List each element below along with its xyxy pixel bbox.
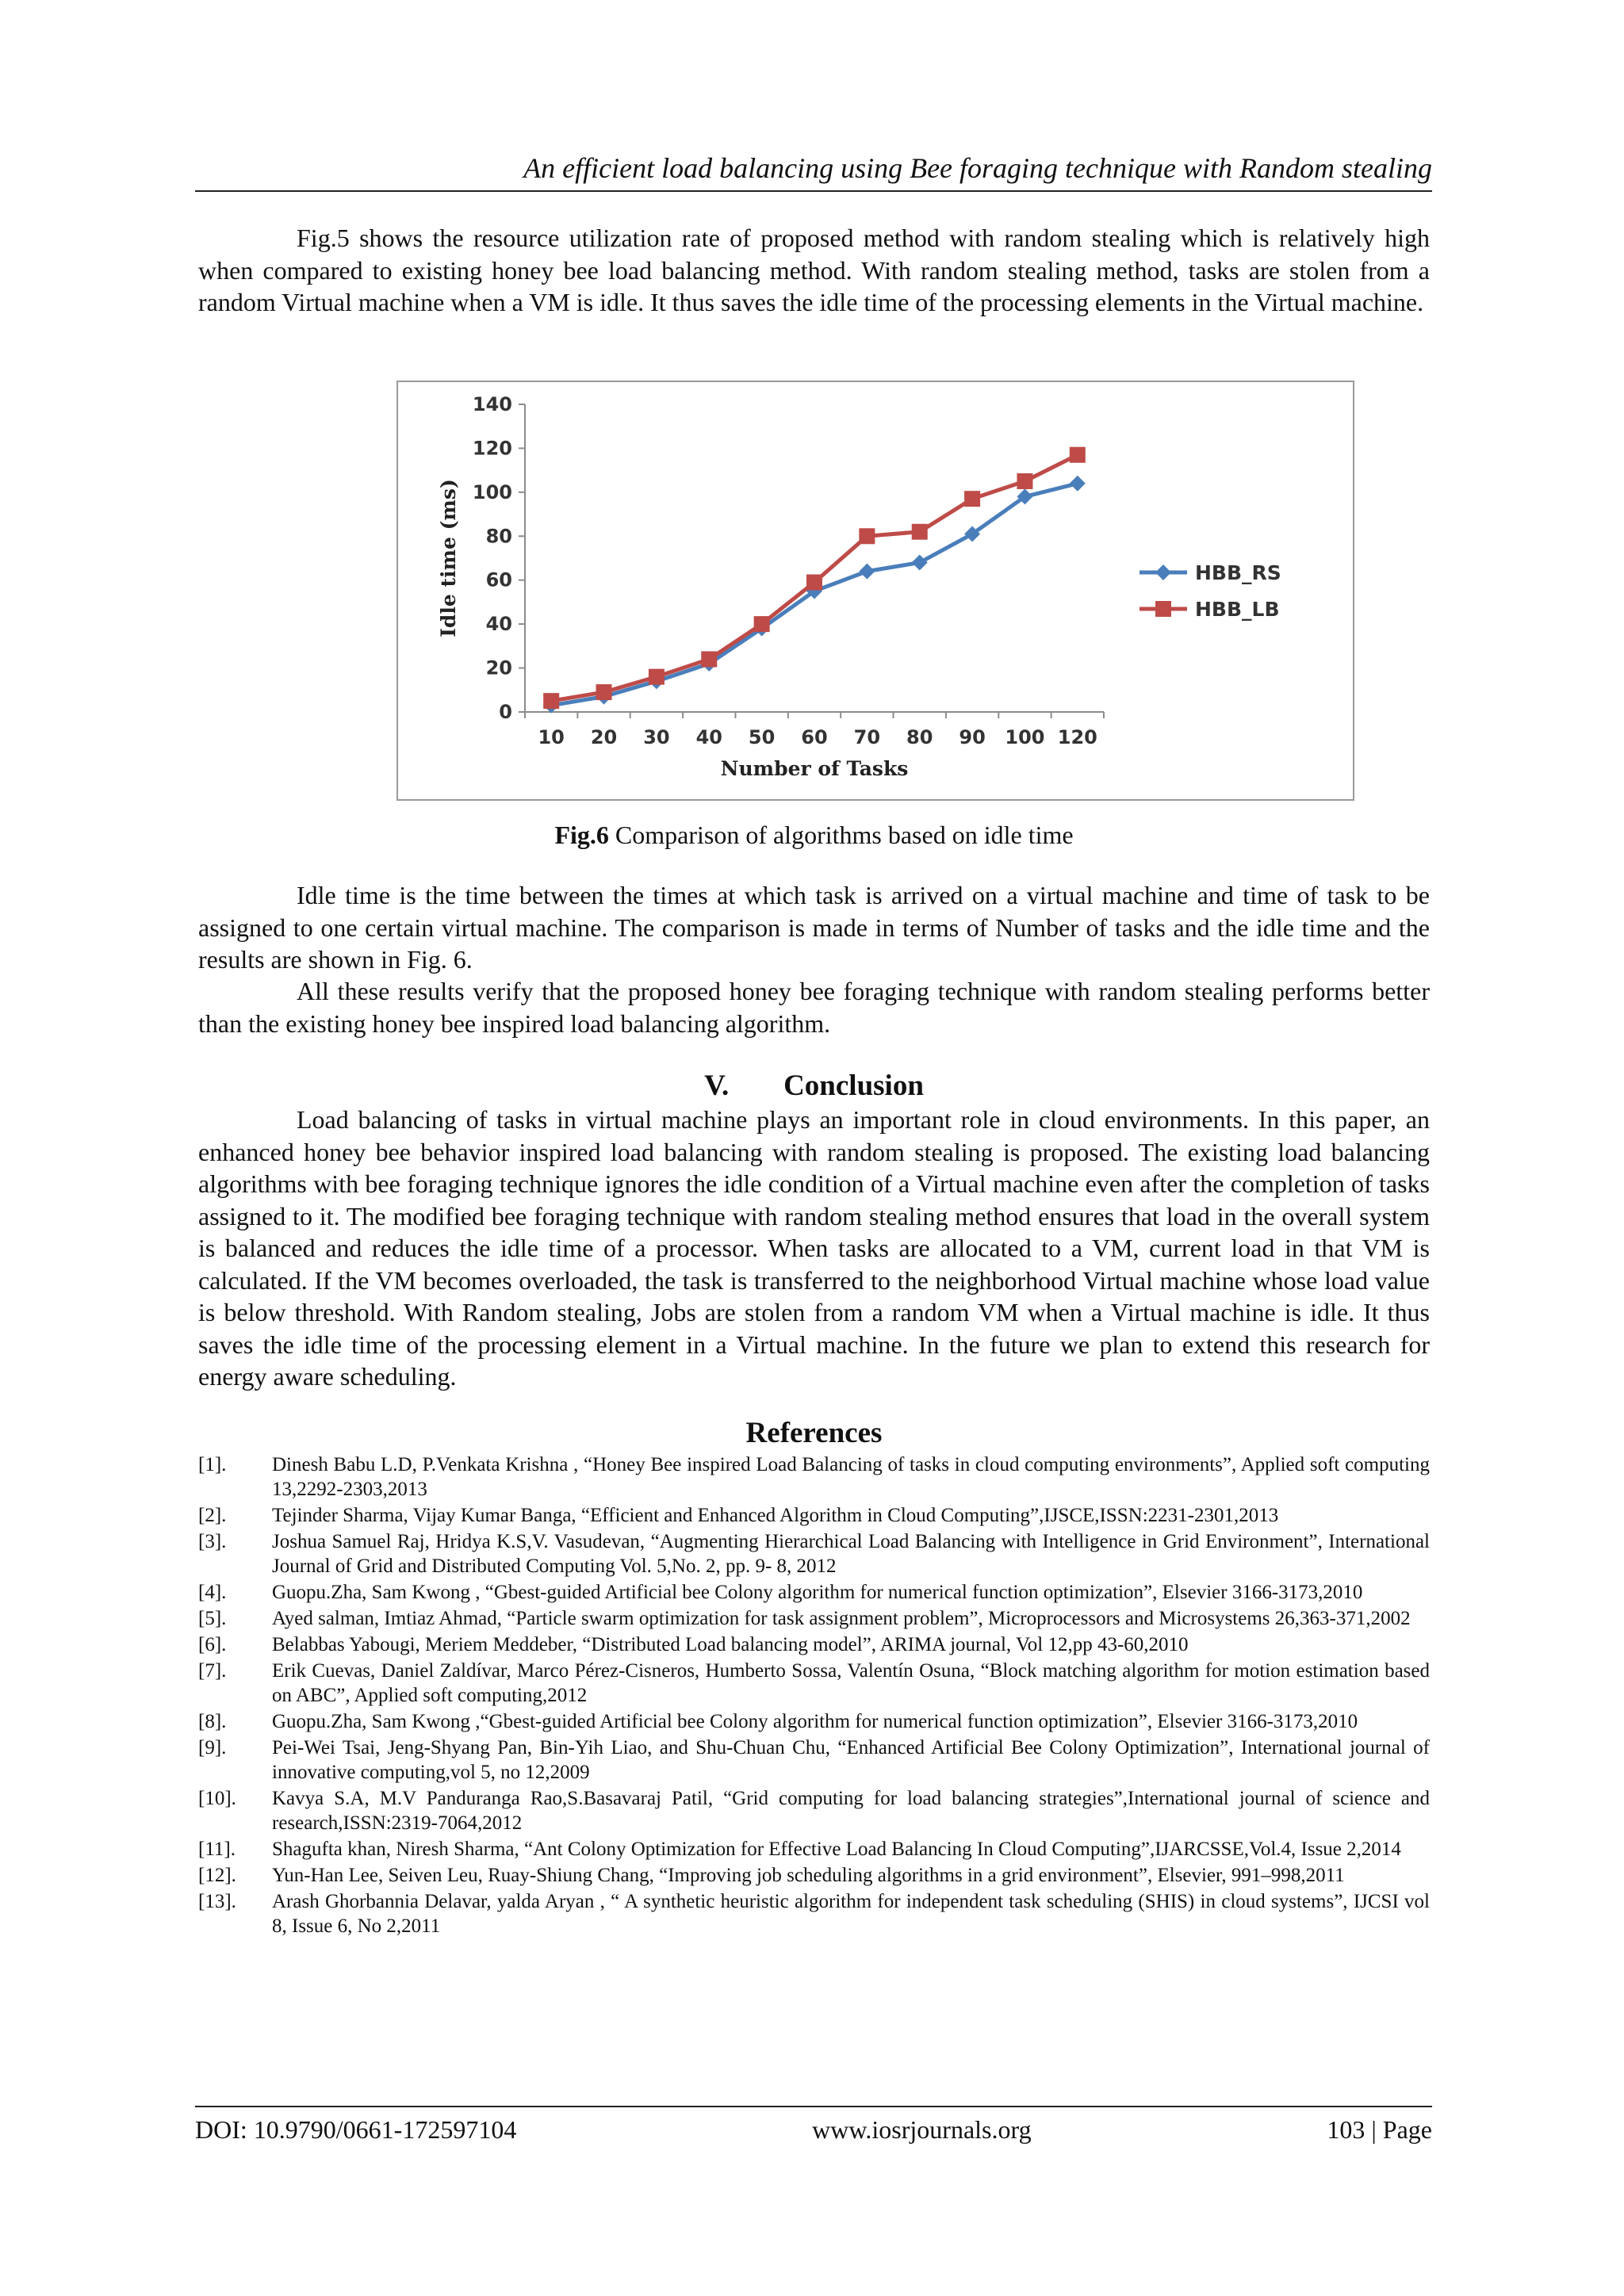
data-point-hbb_lb xyxy=(806,574,822,590)
paragraph-text: Fig.5 shows the resource utilization rate of proposed method with random stealing which is relatively high when compared to existing honey bee load balancing method. With random stealing method, tasks are stolen from a random Virtual machine when a VM is idle. It thus saves the idle time of the processing elements in the Virtual machine. xyxy=(198,224,1430,316)
paragraph-fig5-description xyxy=(198,222,1430,319)
x-axis-title: Number of Tasks xyxy=(720,757,909,780)
x-tick-label: 120 xyxy=(1057,726,1097,748)
legend-label: HBB_LB xyxy=(1195,598,1280,621)
x-tick-label: 100 xyxy=(1005,726,1045,748)
reference-item xyxy=(198,1529,1430,1578)
data-point-hbb_lb xyxy=(649,669,665,685)
section-heading xyxy=(198,1069,1430,1104)
caption-label: Fig.6 xyxy=(554,821,609,849)
reference-text: Pei-Wei Tsai, Jeng-Shyang Pan, Bin-Yih Liao, and Shu-Chuan Chu, “Enhanced Artificial Bee Colony Optimization”, International journal of innovative computing,vol 5, no 12,2009 xyxy=(272,1737,1430,1783)
x-tick-label: 40 xyxy=(695,726,722,748)
y-tick-label: 0 xyxy=(499,701,512,723)
reference-text: Tejinder Sharma, Vijay Kumar Banga, “Efficient and Enhanced Algorithm in Cloud Computing”,IJSCE,ISSN:2231-2301,2013 xyxy=(272,1505,1279,1526)
x-tick-label: 10 xyxy=(538,726,565,748)
data-point-hbb_lb xyxy=(1070,447,1086,463)
paragraph-text: Idle time is the time between the times at which task is arrived on a virtual machine and time of task to be assigned to one certain virtual machine. The comparison is made in terms of Number of tasks and the idle time and the results are shown in Fig. 6. xyxy=(198,881,1430,974)
section-number: V. xyxy=(704,1070,730,1102)
reference-text: Joshua Samuel Raj, Hridya K.S,V. Vasudevan, “Augmenting Hierarchical Load Balancing with Intelligence in Grid Environment”, International Journal of Grid and Distributed Computing Vol. 5,No. 2, pp. 9- 8, 2012 xyxy=(272,1531,1430,1577)
y-tick-label: 80 xyxy=(485,525,512,548)
reference-number: [6]. xyxy=(198,1634,227,1655)
paragraph-conclusion xyxy=(198,1104,1430,1393)
running-header: An efficient load balancing using Bee foraging technique with Random stealing xyxy=(195,151,1432,192)
footer-site: www.iosrjournals.org xyxy=(812,2115,1032,2144)
data-point-hbb_rs xyxy=(859,564,875,580)
reference-number: [3]. xyxy=(198,1531,227,1552)
reference-item xyxy=(198,1452,1430,1502)
data-point-hbb_lb xyxy=(859,528,875,544)
x-tick-label: 90 xyxy=(959,726,986,748)
paragraph-text: All these results verify that the proposed honey bee foraging technique with random stealing performs better than the existing honey bee inspired load balancing algorithm. xyxy=(198,977,1430,1038)
y-tick-label: 60 xyxy=(485,568,512,591)
footer-doi: DOI: 10.9790/0661-172597104 xyxy=(195,2115,517,2144)
reference-number: [11]. xyxy=(198,1839,236,1860)
reference-number: [9]. xyxy=(198,1737,227,1758)
reference-number: [13]. xyxy=(198,1891,236,1912)
reference-item xyxy=(198,1863,1430,1888)
chart-canvas xyxy=(398,382,1353,799)
x-tick-label: 20 xyxy=(590,726,618,748)
reference-number: [5]. xyxy=(198,1608,227,1629)
reference-item xyxy=(198,1632,1430,1657)
reference-number: [8]. xyxy=(198,1711,227,1732)
x-tick-label: 80 xyxy=(906,726,933,748)
reference-text: Dinesh Babu L.D, P.Venkata Krishna , “Honey Bee inspired Load Balancing of tasks in cloud computing environments”, Applied soft computing 13,2292-2303,2013 xyxy=(272,1454,1430,1500)
data-point-hbb_rs xyxy=(912,555,928,571)
reference-text: Erik Cuevas, Daniel Zaldívar, Marco Pérez-Cisneros, Humberto Sossa, Valentín Osuna, “Block matching algorithm for motion estimation based on ABC”, Applied soft computing,2012 xyxy=(272,1660,1430,1706)
reference-item xyxy=(198,1889,1430,1938)
reference-number: [7]. xyxy=(198,1660,227,1682)
x-tick-label: 30 xyxy=(643,726,670,748)
y-tick-label: 120 xyxy=(472,437,512,460)
references-heading: References xyxy=(745,1417,883,1449)
reference-text: Guopu.Zha, Sam Kwong , “Gbest-guided Artificial bee Colony algorithm for numerical function optimization”, Elsevier 3166-3173,2010 xyxy=(272,1582,1363,1603)
reference-item xyxy=(198,1580,1430,1605)
x-tick-label: 70 xyxy=(853,726,881,748)
paragraph-results xyxy=(198,975,1430,1039)
reference-number: [2]. xyxy=(198,1505,227,1526)
reference-text: Arash Ghorbannia Delavar, yalda Aryan , “ A synthetic heuristic algorithm for independent task scheduling (SHIS) in cloud systems”, IJCSI vol 8, Issue 6, No 2,2011 xyxy=(272,1891,1430,1937)
paragraph-idle-time xyxy=(198,879,1430,976)
y-tick-label: 140 xyxy=(472,393,512,415)
data-point-hbb_lb xyxy=(701,651,717,667)
data-point-hbb_lb xyxy=(754,616,770,632)
y-tick-label: 40 xyxy=(485,613,512,636)
reference-text: Yun-Han Lee, Seiven Leu, Ruay-Shiung Chang, “Improving job scheduling algorithms in a grid environment”, Elsevier, 991–998,2011 xyxy=(272,1865,1345,1886)
legend-marker xyxy=(1155,601,1171,617)
reference-number: [4]. xyxy=(198,1582,227,1603)
references-list xyxy=(198,1452,1430,1940)
reference-item xyxy=(198,1709,1430,1734)
reference-text: Kavya S.A, M.V Panduranga Rao,S.Basavaraj Patil, “Grid computing for load balancing strategies”,International journal of science and research,ISSN:2319-7064,2012 xyxy=(272,1788,1430,1834)
x-tick-label: 60 xyxy=(801,726,828,748)
reference-item xyxy=(198,1606,1430,1631)
reference-item xyxy=(198,1659,1430,1708)
data-point-hbb_lb xyxy=(964,491,980,507)
legend-label: HBB_RS xyxy=(1195,561,1281,584)
reference-number: [10]. xyxy=(198,1788,236,1809)
data-point-hbb_lb xyxy=(912,524,928,540)
y-axis-title: Idle time (ms) xyxy=(437,479,460,637)
legend-marker xyxy=(1155,564,1171,580)
reference-text: Ayed salman, Imtiaz Ahmad, “Particle swarm optimization for task assignment problem”, Microprocessors and Microsystems 26,363-371,2002 xyxy=(272,1608,1411,1629)
reference-item xyxy=(198,1735,1430,1785)
y-tick-label: 100 xyxy=(472,480,512,503)
data-point-hbb_lb xyxy=(1017,473,1032,489)
paragraph-text: Load balancing of tasks in virtual machine plays an important role in cloud environments. In this paper, an enhanced honey bee behavior inspired load balancing with random stealing is proposed. The existing load balancing algorithms with bee foraging technique ignores the idle condition of a Virtual machine even after the completion of tasks assigned to it. The modified bee foraging technique with random stealing method ensures that load in the overall system is balanced and reduces the idle time of a processor. When tasks are allocated to a VM, current load in that VM is calculated. If the VM becomes overloaded, the task is transferred to the neighborhood Virtual machine whose load value is below threshold. With Random stealing, Jobs are stolen from a random VM when a Virtual machine is idle. It thus saves the idle time of the processing element in a Virtual machine. In the future we plan to extend this research for energy aware scheduling. xyxy=(198,1105,1430,1391)
footer-page-number: 103 | Page xyxy=(1327,2115,1432,2144)
idle-time-chart xyxy=(396,381,1354,801)
y-tick-label: 20 xyxy=(485,656,512,679)
caption-text: Comparison of algorithms based on idle time xyxy=(608,821,1074,849)
reference-item xyxy=(198,1837,1430,1862)
data-point-hbb_rs xyxy=(1070,476,1086,492)
section-title: Conclusion xyxy=(783,1070,924,1102)
reference-item xyxy=(198,1786,1430,1835)
data-point-hbb_lb xyxy=(543,693,559,709)
reference-text: Belabbas Yabougi, Meriem Meddeber, “Distributed Load balancing model”, ARIMA journal, Vol 12,pp 43-60,2010 xyxy=(272,1634,1189,1655)
reference-text: Guopu.Zha, Sam Kwong ,“Gbest-guided Artificial bee Colony algorithm for numerical function optimization”, Elsevier 3166-3173,2010 xyxy=(272,1711,1358,1732)
reference-item xyxy=(198,1503,1430,1528)
figure-caption xyxy=(198,819,1430,851)
data-point-hbb_lb xyxy=(596,684,612,700)
x-tick-label: 50 xyxy=(748,726,776,748)
reference-number: [12]. xyxy=(198,1865,236,1886)
page-footer xyxy=(195,2106,1432,2145)
reference-number: [1]. xyxy=(198,1454,227,1475)
reference-text: Shagufta khan, Niresh Sharma, “Ant Colony Optimization for Effective Load Balancing In Cloud Computing”,IJARCSSE,Vol.4, Issue 2,2014 xyxy=(272,1839,1401,1860)
